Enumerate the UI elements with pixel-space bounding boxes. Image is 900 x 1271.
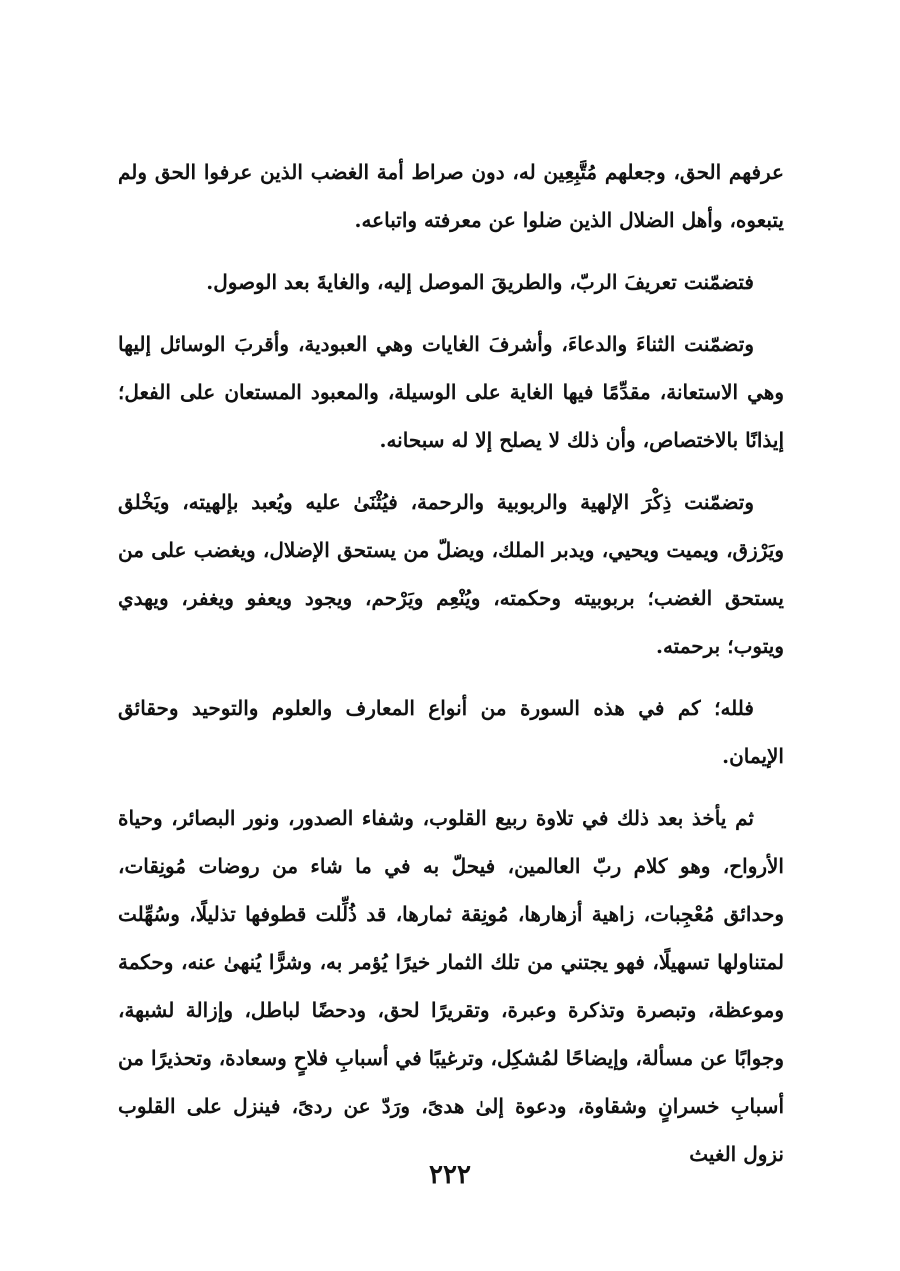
paragraph-2: فتضمّنت تعريفَ الربّ، والطريقَ الموصل إليه، والغايةَ بعد الوصول. <box>206 270 754 294</box>
paragraph-3: وتضمّنت الثناءَ والدعاءَ، وأشرفَ الغايات وهي العبودية، وأقربَ الوسائل إليها وهي الاستعانة، مقدِّمًا فيها الغاية على الوسيلة، والمعبود المستعان على الفعل؛ إيذانًا بالاختصاص، وأن ذلك لا يصلح إلا له سبحانه. <box>118 332 784 452</box>
page-number: ٢٢٢ <box>429 1160 471 1190</box>
paragraph-1: عرفهم الحق، وجعلهم مُتَّبِعِين له، دون صراط أمة الغضب الذين عرفوا الحق ولم يتبعوه، وأهل الضلال الذين ضلوا عن معرفته واتباعه. <box>118 160 784 232</box>
paragraph-4: وتضمّنت ذِكْرَ الإلهية والربوبية والرحمة، فيُثْنَىٰ عليه ويُعبد بإلهيته، ويَخْلق ويَرْزق، ويميت ويحيي، ويدبر الملك، ويضلّ من يستحق الإضلال، ويغضب على من يستحق الغضب؛ بربوبيته وحكمته، ويُنْعِم ويَرْحم، ويجود ويعفو ويغفر، ويهدي ويتوب؛ برحمته. <box>118 490 784 658</box>
paragraph-6: ثم يأخذ بعد ذلك في تلاوة ربيع القلوب، وشفاء الصدور، ونور البصائر، وحياة الأرواح، وهو كلام ربّ العالمين، فيحلّ به في ما شاء من روضات مُونِقات، وحدائق مُعْجِبات، زاهية أزهارها، مُونِقة ثمارها، قد ذُلِّلت قطوفها تذليلًا، وسُهِّلت لمتناولها تسهيلًا، فهو يجتني من تلك الثمار خيرًا يُؤمر به، وشرًّا يُنهىٰ عنه، وحكمة وموعظة، وتبصرة وتذكرة وعبرة، وتقريرًا لحق، ودحضًا لباطل، وإزالة لشبهة، وجوابًا عن مسألة، وإيضاحًا لمُشكِل، وترغيبًا في أسبابِ فلاحٍ وسعادة، وتحذيرًا من أسبابِ خسرانٍ وشقاوة، ودعوة إلىٰ هدىً، ورَدّ عن ردىً، فينزل على القلوب نزول الغيث <box>118 806 785 1166</box>
paragraph-5: فلله؛ كم في هذه السورة من أنواع المعارف والعلوم والتوحيد وحقائق الإيمان. <box>118 696 784 768</box>
body-text <box>118 148 784 1192</box>
